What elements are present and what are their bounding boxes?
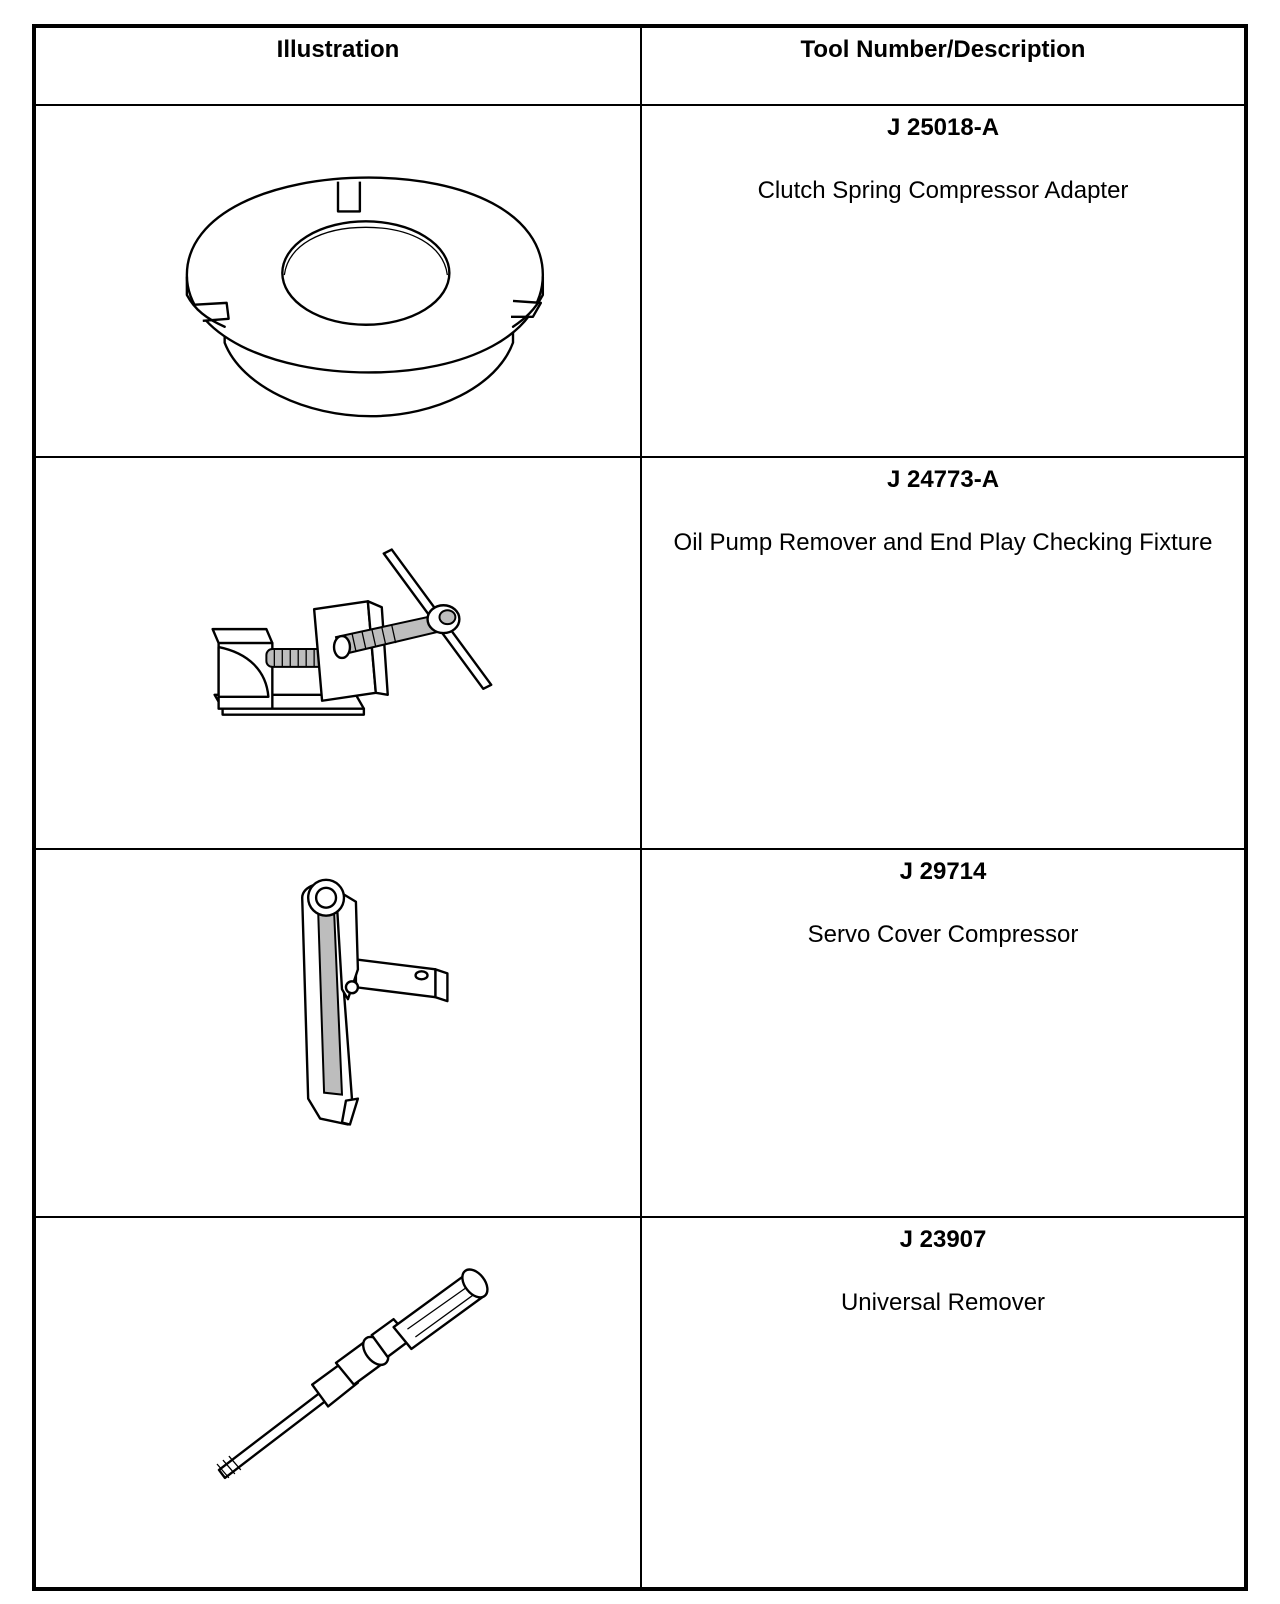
illustration-cell bbox=[34, 105, 641, 457]
servo-cover-compressor-illustration bbox=[36, 850, 642, 1216]
illustration-cell bbox=[34, 1217, 641, 1589]
description-cell bbox=[641, 849, 1246, 1217]
tool-description: Servo Cover Compressor bbox=[807, 921, 1079, 948]
special-tools-table bbox=[32, 24, 1248, 1591]
table-header-row bbox=[34, 26, 1246, 105]
tool-number: J 24773-A bbox=[886, 466, 1000, 493]
illustration-cell bbox=[34, 849, 641, 1217]
illustration-column-header: Illustration bbox=[34, 26, 641, 105]
table-row bbox=[34, 105, 1246, 457]
description-cell bbox=[641, 457, 1246, 849]
tool-column-header: Tool Number/Description bbox=[641, 26, 1246, 105]
tool-description: Universal Remover bbox=[840, 1289, 1046, 1316]
table-row bbox=[34, 1217, 1246, 1589]
tool-description: Clutch Spring Compressor Adapter bbox=[757, 177, 1129, 204]
tool-number: J 25018-A bbox=[886, 114, 1000, 141]
oil-pump-remover-fixture-illustration bbox=[36, 458, 642, 848]
tool-number: J 29714 bbox=[899, 858, 987, 885]
table-row bbox=[34, 849, 1246, 1217]
tool-number: J 23907 bbox=[899, 1226, 987, 1253]
description-cell bbox=[641, 1217, 1246, 1589]
description-cell bbox=[641, 105, 1246, 457]
clutch-spring-compressor-adapter-illustration bbox=[36, 106, 642, 456]
universal-remover-illustration bbox=[36, 1218, 642, 1587]
table-row bbox=[34, 457, 1246, 849]
illustration-cell bbox=[34, 457, 641, 849]
tool-description: Oil Pump Remover and End Play Checking Fixture bbox=[673, 529, 1213, 556]
